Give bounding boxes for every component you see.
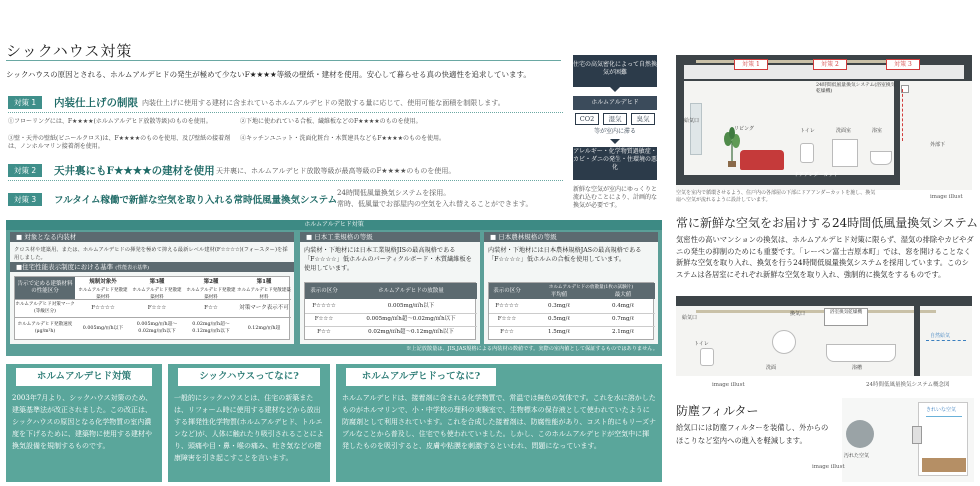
jas-head-1: 表示の区分 <box>493 288 521 294</box>
jis-line-2 <box>305 326 477 327</box>
sofa-icon <box>740 150 784 170</box>
jis-row1-label: F☆☆☆☆ <box>312 303 336 309</box>
law-col-4: 第1種 <box>256 279 272 285</box>
mid-panel-title: ■ 日本工業規格の等級 <box>300 232 480 242</box>
jis-row1-value: 0.005mg/㎡h以下 <box>387 303 435 309</box>
table-footnote: ※上記放散量は、JIS,JAS規格による内装材の数値です。実際の室内値として保証するものではありません。 <box>406 346 658 352</box>
table-left-panel <box>10 232 294 344</box>
ventilation-diagram <box>676 296 972 376</box>
flow-box-odor: 臭気 <box>631 113 655 125</box>
house-tag-3: 対策 3 <box>886 59 920 70</box>
jas-line-2 <box>489 326 655 327</box>
clean-air-arrow <box>926 416 962 417</box>
house-illustration <box>676 55 972 190</box>
jis-row3-label: F☆☆ <box>317 329 331 335</box>
house-label-washroom: 洗面室 <box>836 128 852 134</box>
vent-toilet-icon <box>700 348 714 366</box>
toilet-icon <box>800 143 814 163</box>
law-row2-c3: 0.02mg/㎡h超〜0.12mg/㎡h以下 <box>192 322 230 334</box>
jas-head-2: ホルムアルデヒドの放散量(1枚の試験片) <box>548 285 634 290</box>
house-right-wall <box>894 81 900 181</box>
filter-illustration <box>842 398 974 482</box>
vent-outer-wall <box>914 306 920 376</box>
law-col-3: 第2種 <box>203 279 219 285</box>
washstand-icon <box>832 139 858 167</box>
info-box-1-title: ホルムアルデヒド対策 <box>16 368 152 386</box>
jis-line-1 <box>305 313 477 314</box>
law-row1-c3: F☆☆ <box>204 305 218 311</box>
house-left-wall <box>676 81 684 181</box>
flow-box-humidity: 湿気 <box>603 113 627 125</box>
jis-row3-value: 0.02mg/㎡h超〜0.12mg/㎡h以下 <box>368 329 454 335</box>
jis-row2-value: 0.005mg/㎡h超〜0.02mg/㎡h以下 <box>366 316 456 322</box>
law-grid-line-2 <box>15 317 291 318</box>
jis-head-1: 表示の区分 <box>310 288 338 294</box>
measure-1-point-1: ①フローリングには、F★★★★(ホルムアルデヒド放散等級)のものを使用。 <box>8 118 212 125</box>
law-row1-c4: 対策マーク表示不可 <box>239 305 289 311</box>
vent-top-slab <box>676 296 972 306</box>
measure-2-title: 天井裏にもF★★★★の建材を使用 <box>54 165 215 177</box>
ventilation-text: 気密性の高いマンションの換気は、ホルムアルデヒド対策に限らず、湿気の排除やカビやダニの発生の抑制のためにも重要です。「レーベン富士吉原本町」では、窓を開けることなく新鮮な空気を取り入れ、換気を行う24時間低風量換気システムを採用しています。このシステムは各居室にそれぞれ新鮮な空気を取り入れ、強制的に換気をするものです。 <box>676 235 974 279</box>
title-rule <box>6 60 561 61</box>
table-right-panel <box>484 232 658 344</box>
info-box-2-text: 一般的にシックハウスとは、住宅の新築または、リフォーム時に使用する建材などから放出する揮発性化学物質(ホルムアルデヒド、トルエンなど)が、人体に触れたり吸引されることにより、頭痛や目・鼻・喉の痛み、吐き気などの健康障害を引き起こすことを言います。 <box>174 394 324 462</box>
measure-2-rule <box>8 180 563 181</box>
law-row2-c1: 0.005mg/㎡h以下 <box>82 326 124 331</box>
measure-2-desc: 天井裏に、ホルムアルデヒド放散等級が最高等級のF★★★★のものを使用。 <box>216 167 456 175</box>
jis-grid <box>304 282 476 340</box>
measure-1-tag: 対策 1 <box>8 96 42 109</box>
flow-top-box: 住宅の高気密化によって自然換気が困難 <box>573 55 657 87</box>
law-col-sub-4: ホルムアルデヒド発散建築材料 <box>237 288 291 300</box>
law-grid-line-1 <box>15 299 291 300</box>
mid-panel-note: 内装材・下地材には日本工業規格JISの最高規格である「F☆☆☆☆」低ホルムのパーティクルボード・木質繊維板を使用しています。 <box>304 247 472 272</box>
house-label-bath: 浴室 <box>872 128 883 134</box>
table-header: ホルムアルデヒド対策 <box>6 220 662 230</box>
lead-text: シックハウスの原因とされる、ホルムアルデヒドの発生が極めて少ないF★★★★等級の壁紙・建材を使用。安心して暮らせる真の快適性を追求しています。 <box>6 70 531 79</box>
flow-arrow-1 <box>610 87 620 92</box>
vent-label-toilet: トイレ <box>694 341 709 347</box>
house-tag-1: 対策 1 <box>734 59 768 70</box>
law-grid <box>14 276 290 340</box>
info-box-sick-house <box>168 364 330 482</box>
measure-3-desc-1: 24時間低風量換気システムを採用。 <box>337 189 451 197</box>
filter-label-clean: きれいな空気 <box>926 407 957 413</box>
law-row1-c2: F☆☆☆ <box>147 305 167 311</box>
flow-arrow-2 <box>610 139 620 144</box>
house-caption: image illust <box>930 194 963 200</box>
house-duct <box>696 60 896 63</box>
measure-3-title: フルタイム稼働で新鮮な空気を取り入れる常時低風量換気システム <box>54 195 338 206</box>
plant-icon <box>724 127 740 167</box>
right-panel-note: 内装材・下地材には日本農林規格JASの最高規格である「F☆☆☆☆」低ホルムの合板を使用しています。 <box>488 247 642 263</box>
exhaust-arrow <box>902 89 903 141</box>
left-panel-note: クロス材や建築用、または、ホルムアルデヒドの揮発を極めて抑える最新レベル建材(F☆☆☆☆)(フォースター)を採用しました。 <box>14 247 288 261</box>
measure-1-desc: 内装仕上げに使用する建材に含まれているホルムアルデヒドの発散する量に応じて、使用可能な面積を制限します。 <box>142 99 505 107</box>
house-label-inlet: 給気口 <box>684 118 700 124</box>
law-title-note: (性能表示基準) <box>115 265 150 271</box>
measure-3-tag: 対策 3 <box>8 193 42 206</box>
natural-air-arrow <box>926 340 966 341</box>
house-label-living: リビング <box>734 126 754 132</box>
jis-row2-label: F☆☆☆ <box>314 316 334 322</box>
filter-title: 防塵フィルター <box>676 404 759 418</box>
law-row1-label: ホルムアルデヒド対策マーク(等級区分) <box>15 302 75 314</box>
measure-1-rule <box>8 112 563 113</box>
ventilation-caption-left: image illust <box>712 382 745 388</box>
info-box-formaldehyde-measures <box>6 364 162 482</box>
measure-3-desc-2: 常時、低風量でお部屋内の空気を入れ替えることができます。 <box>337 200 533 208</box>
jas-row2-label: F☆☆☆ <box>497 316 517 322</box>
house-label-outside: 外部下 <box>930 142 946 148</box>
jas-head-3: 平均値 <box>550 292 568 298</box>
flow-result-box: アレルギー・化学物質過敏症・カビ・ダニの発生・住環境の悪化 <box>573 147 657 180</box>
measure-1-title: 内装仕上げの制限 <box>54 97 138 109</box>
vent-label-natural: 自然給気 <box>930 333 951 339</box>
window-icon <box>690 103 702 155</box>
measure-1-point-3: ③壁・天井の壁紙(ビニールクロス)は、F★★★★のものを使用、及び壁紙の接着剤は、ノンホルマリン接着剤を使用。 <box>8 135 231 150</box>
vent-duct <box>696 310 936 313</box>
ventilation-title: 常に新鮮な空気をお届けする24時間低風量換気システム <box>676 216 979 230</box>
info-box-3-text: ホルムアルデヒドは、接着剤に含まれる化学物質で、常温では無色の気体です。これを水に溶かしたものがホルマリンで、小・中学校の理科の実験室で、生物標本の保存液として使われていたように防腐剤として利用されています。これを合成した接着剤は、防腐性能があり、コスト的にもリーズナブルなことから普及し、住宅でも使われていました。しかし、このホルムアルデヒドが空気中に揮発したものを吸引すると、皮膚や粘膜を刺激するといわれ、問題になっています。 <box>342 394 656 450</box>
table-mid-panel <box>300 232 480 344</box>
dirty-air-icon <box>846 420 874 448</box>
vent-label-exhaust: 換気口 <box>790 311 806 317</box>
law-col-sub-2: ホルムアルデヒド発散建築材料 <box>132 288 182 300</box>
info-box-3-title: ホルムアルデヒドってなに? <box>346 368 496 386</box>
info-box-formaldehyde <box>336 364 662 482</box>
house-tag-2: 対策 2 <box>813 59 847 70</box>
house-note: 空気を室内で循環させるよう、住戸内の各部屋の下部にドアアンダーカットを施し、換気扇へ空気が流れるように設計しています。 <box>676 190 876 203</box>
jas-row2-avg: 0.5mg/ℓ <box>548 316 570 322</box>
law-row-label: 告示で定める建築材料の性能区分 <box>17 281 73 294</box>
vent-label-dryer: 浴室換気乾燥機 <box>829 310 863 315</box>
info-box-2-title: シックハウスってなに? <box>178 368 320 386</box>
jas-row1-max: 0.4mg/ℓ <box>612 303 634 309</box>
vent-bathtub-icon <box>826 344 896 362</box>
jas-row3-max: 2.1mg/ℓ <box>612 329 634 335</box>
page-title: シックハウス対策 <box>6 42 133 60</box>
flow-mid-label: ホルムアルデヒド <box>573 96 657 110</box>
flow-box-co2: CO2 <box>575 113 599 125</box>
law-col-2: 第3種 <box>149 279 165 285</box>
jas-row3-label: F☆☆ <box>500 329 514 335</box>
jas-line-1 <box>489 313 655 314</box>
law-row2-c4: 0.12mg/㎡h超 <box>247 326 281 331</box>
law-title <box>10 262 294 272</box>
filter-label-dirty: 汚れた空気 <box>844 453 870 459</box>
measure-1-point-4: ④キッチンユニット・洗面化粧台・木質建具などもF★★★★のものを使用。 <box>240 135 446 142</box>
info-box-1-text: 2003年7月より、シックハウス対策のため、建築基準法が改正されました。この改正は、シックハウスの原因となる化学物質の室内濃度を下げるために、建築物に使用する建材や換気設備を規制するものです。 <box>12 394 153 450</box>
vent-label-inlet: 給気口 <box>682 315 698 321</box>
mirror-icon <box>772 330 796 354</box>
jas-row2-max: 0.7mg/ℓ <box>612 316 634 322</box>
house-floor-slab <box>676 175 900 185</box>
law-row1-c1: F☆☆☆☆ <box>91 305 115 311</box>
jas-head-4: 最大値 <box>614 292 632 298</box>
filter-vent-icon <box>912 426 922 444</box>
left-panel-title: ■ 対象となる内装材 <box>10 232 294 242</box>
law-title-text: ■住宅性能表示制度における基準 <box>16 263 114 271</box>
vent-label-basin: 洗面 <box>766 365 777 371</box>
law-row2-c2: 0.005mg/㎡h超〜0.02mg/㎡h以下 <box>136 322 178 334</box>
flow-note: 新鮮な空気が室内にゆっくりと流れ込むことにより、計画的な換気が必要です。 <box>573 186 658 209</box>
jas-row1-label: F☆☆☆☆ <box>495 303 519 309</box>
formaldehyde-table <box>6 220 662 356</box>
jas-row1-avg: 0.3mg/ℓ <box>548 303 570 309</box>
jas-grid <box>488 282 654 340</box>
house-label-toilet: トイレ <box>800 128 815 134</box>
jas-row3-avg: 1.5mg/ℓ <box>548 329 570 335</box>
measure-2-tag: 対策 2 <box>8 164 42 177</box>
law-col-sub-1: ホルムアルデヒド発散建築材料 <box>78 288 128 300</box>
furniture-icon <box>922 458 966 472</box>
measure-1-point-2: ②下地に使われている合板、繊維板などのF★★★★のものを使用。 <box>240 118 422 125</box>
house-label-undercut: ドアアンダーカット <box>794 172 839 178</box>
flow-label-2: 等が室内に滞る <box>573 128 657 138</box>
right-panel-title: ■ 日本農林規格の等級 <box>484 232 658 242</box>
ventilation-caption-right: 24時間低風量換気システム概念図 <box>866 382 950 388</box>
filter-caption: image illust <box>812 464 845 470</box>
law-col-1: 規制対象外 <box>89 279 117 285</box>
jis-head-2: ホルムアルデヒドの放散量 <box>378 288 444 294</box>
vent-label-tub: 浴槽 <box>852 365 863 371</box>
bathtub-icon <box>870 151 892 165</box>
house-fan-note: 24時間低風量換気システム(浴室換気乾燥機) <box>816 83 896 94</box>
law-row2-label: ホルムアルデヒド発散速度(μg/m²h) <box>17 322 73 334</box>
filter-text: 給気口には防塵フィルターを装備し、外からのほこりなど室内への進入を軽減します。 <box>676 423 829 445</box>
law-col-sub-3: ホルムアルデヒド発散建築材料 <box>186 288 236 300</box>
